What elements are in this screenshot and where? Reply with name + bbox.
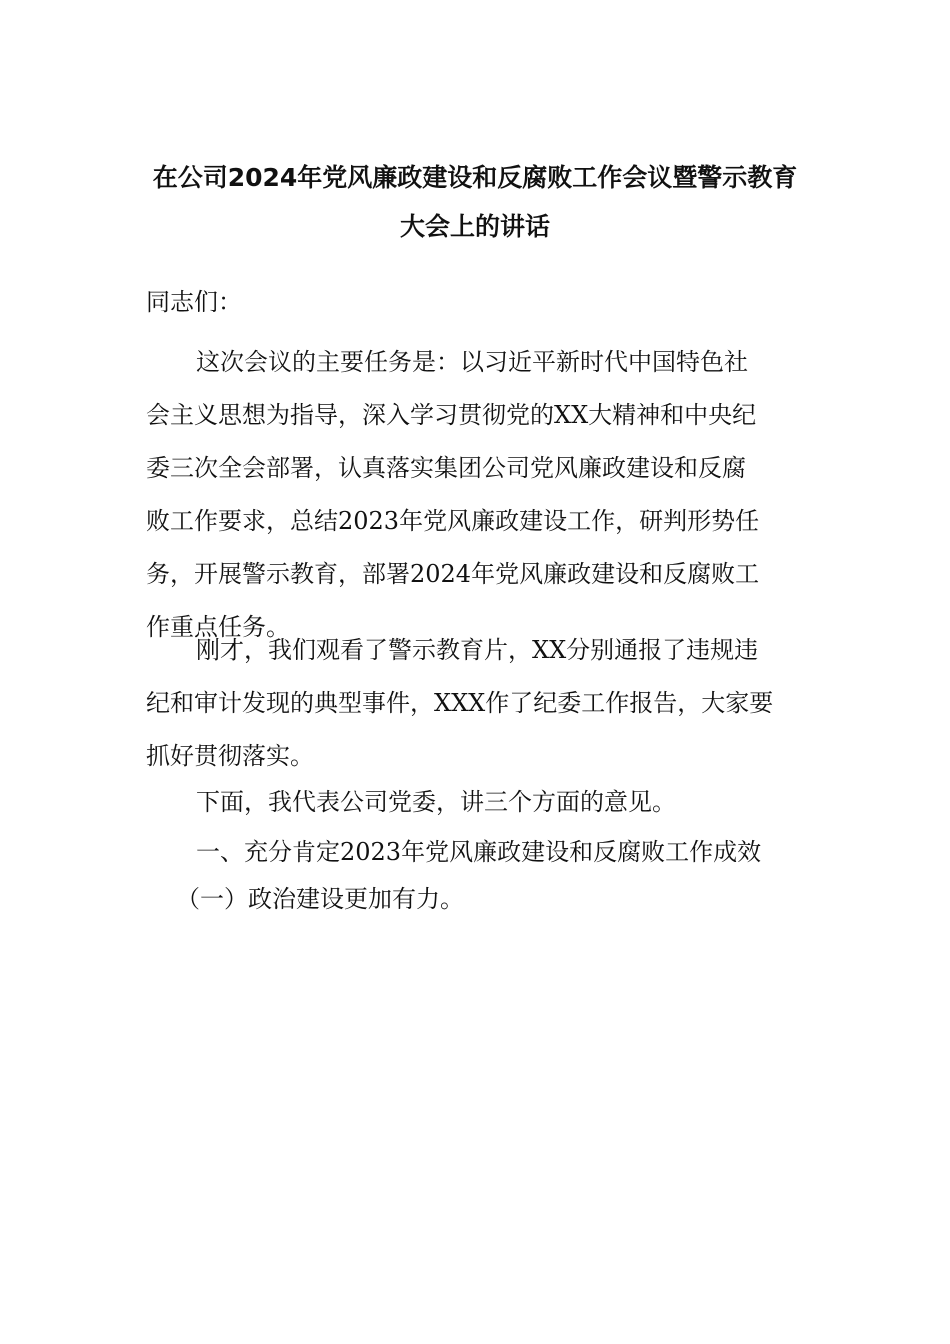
paragraph-2-line: 抓好贯彻落实。 bbox=[146, 742, 314, 770]
paragraph-1-line: 败工作要求，总结2023年党风廉政建设工作，研判形势任 bbox=[146, 507, 760, 535]
paragraph-1-line: 这次会议的主要任务是：以习近平新时代中国特色社 bbox=[196, 348, 748, 376]
paragraph-3: 下面，我代表公司党委，讲三个方面的意见。 bbox=[196, 788, 676, 816]
paragraph-1-line: 务，开展警示教育，部署2024年党风廉政建设和反腐败工 bbox=[146, 560, 760, 588]
paragraph-1-line: 委三次全会部署，认真落实集团公司党风廉政建设和反腐 bbox=[146, 454, 746, 482]
paragraph-2-line: 刚才，我们观看了警示教育片，XX分别通报了违规违 bbox=[196, 636, 759, 664]
paragraph-1 bbox=[146, 336, 806, 654]
salutation: 同志们： bbox=[146, 288, 242, 316]
paragraph-2 bbox=[146, 624, 806, 783]
paragraph-1-line: 作重点任务。 bbox=[146, 613, 290, 641]
document-title-line-1: 在公司2024年党风廉政建设和反腐败工作会议暨警示教育 bbox=[152, 163, 798, 192]
section-1-heading: 一、充分肯定2023年党风廉政建设和反腐败工作成效 bbox=[196, 838, 762, 866]
document-title-line-2: 大会上的讲话 bbox=[399, 212, 550, 241]
paragraph-1-line: 会主义思想为指导，深入学习贯彻党的XX大精神和中央纪 bbox=[146, 401, 757, 429]
paragraph-2-line: 纪和审计发现的典型事件，XXX作了纪委工作报告，大家要 bbox=[146, 689, 774, 717]
subsection-1-heading: （一）政治建设更加有力。 bbox=[176, 885, 464, 913]
